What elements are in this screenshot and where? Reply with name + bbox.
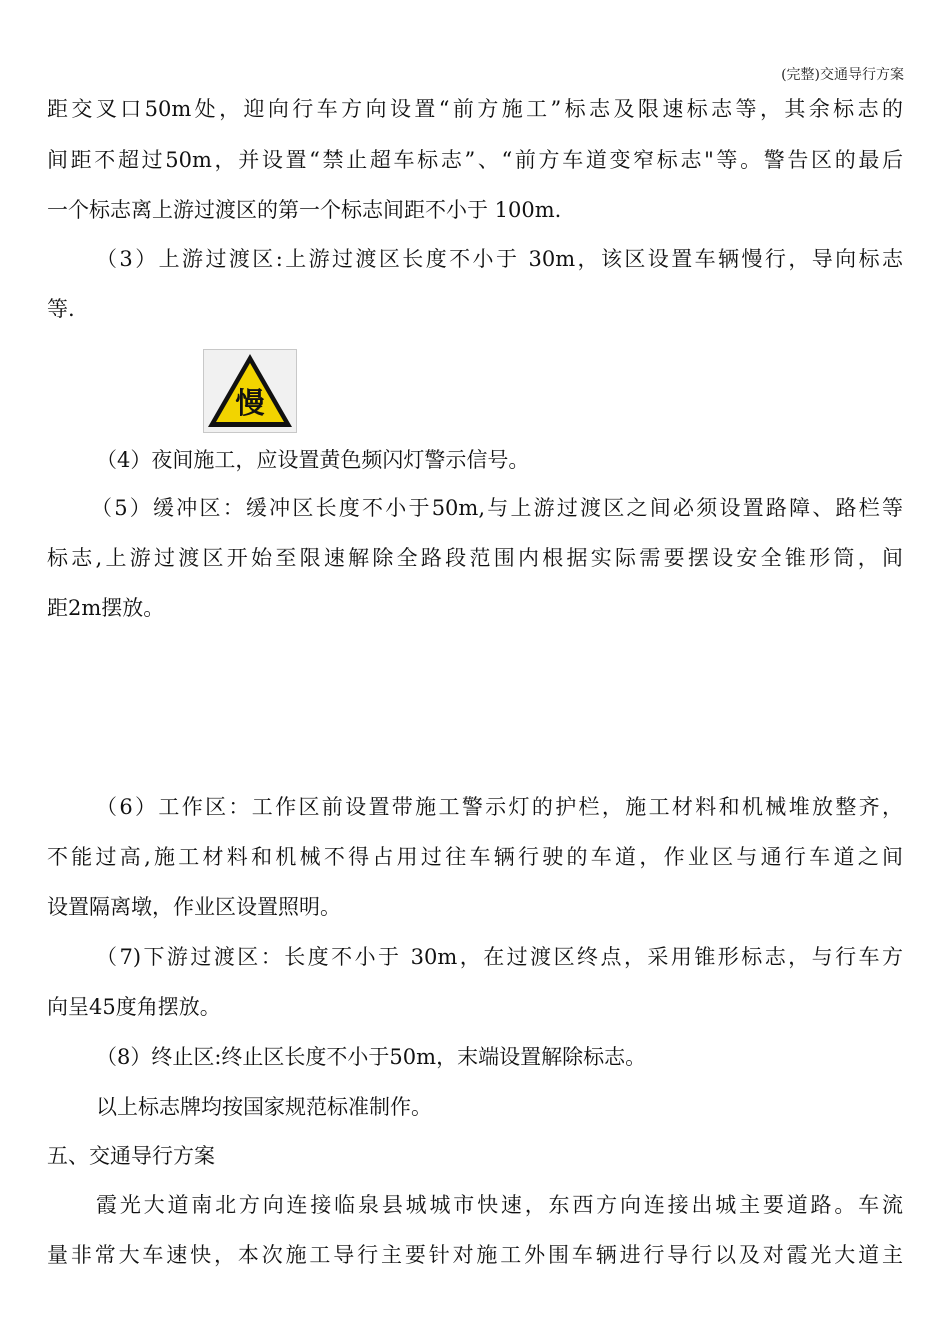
paragraph-line: 向呈45度角摆放。 xyxy=(47,995,221,1019)
paragraph-line: （6）工作区：工作区前设置带施工警示灯的护栏，施工材料和机械堆放整齐， xyxy=(96,795,903,819)
paragraph-line: （7)下游过渡区：长度不小于 30m，在过渡区终点，采用锥形标志，与行车方 xyxy=(96,945,903,969)
paragraph-line: 霞光大道南北方向连接临泉县城城市快速，东西方向连接出城主要道路。车流 xyxy=(96,1193,903,1217)
paragraph-line: 以上标志牌均按国家规范标准制作。 xyxy=(96,1095,432,1119)
page-header: (完整)交通导行方案 xyxy=(781,67,904,83)
warning-triangle-icon xyxy=(204,350,296,432)
paragraph-line: 间距不超过50m，并设置“禁止超车标志”、“前方车道变窄标志"等。警告区的最后 xyxy=(47,148,903,172)
paragraph-line: 距2m摆放。 xyxy=(47,596,165,620)
paragraph-line: （5）缓冲区：缓冲区长度不小于50m,与上游过渡区之间必须设置路障、路栏等 xyxy=(91,496,903,520)
section-heading: 五、交通导行方案 xyxy=(47,1144,215,1168)
paragraph-line: 等. xyxy=(47,297,75,321)
paragraph-line: （4）夜间施工，应设置黄色频闪灯警示信号。 xyxy=(96,448,530,472)
paragraph-line: 距交叉口50m处，迎向行车方向设置“前方施工”标志及限速标志等，其余标志的 xyxy=(47,97,903,121)
paragraph-line: （8）终止区:终止区长度不小于50m，末端设置解除标志。 xyxy=(96,1045,647,1069)
paragraph-line: 设置隔离墩，作业区设置照明。 xyxy=(47,895,341,919)
slow-warning-sign xyxy=(203,349,297,433)
paragraph-line: 量非常大车速快，本次施工导行主要针对施工外围车辆进行导行以及对霞光大道主 xyxy=(47,1243,903,1267)
paragraph-line: 不能过高,施工材料和机械不得占用过往车辆行驶的车道，作业区与通行车道之间 xyxy=(47,845,903,869)
paragraph-line: 标志,上游过渡区开始至限速解除全路段范围内根据实际需要摆设安全锥形筒，间 xyxy=(47,546,903,570)
sign-text: 慢 xyxy=(235,386,265,420)
paragraph-line: 一个标志离上游过渡区的第一个标志间距不小于 100m. xyxy=(47,198,562,222)
paragraph-line: （3）上游过渡区:上游过渡区长度不小于 30m，该区设置车辆慢行，导向标志 xyxy=(96,247,903,271)
